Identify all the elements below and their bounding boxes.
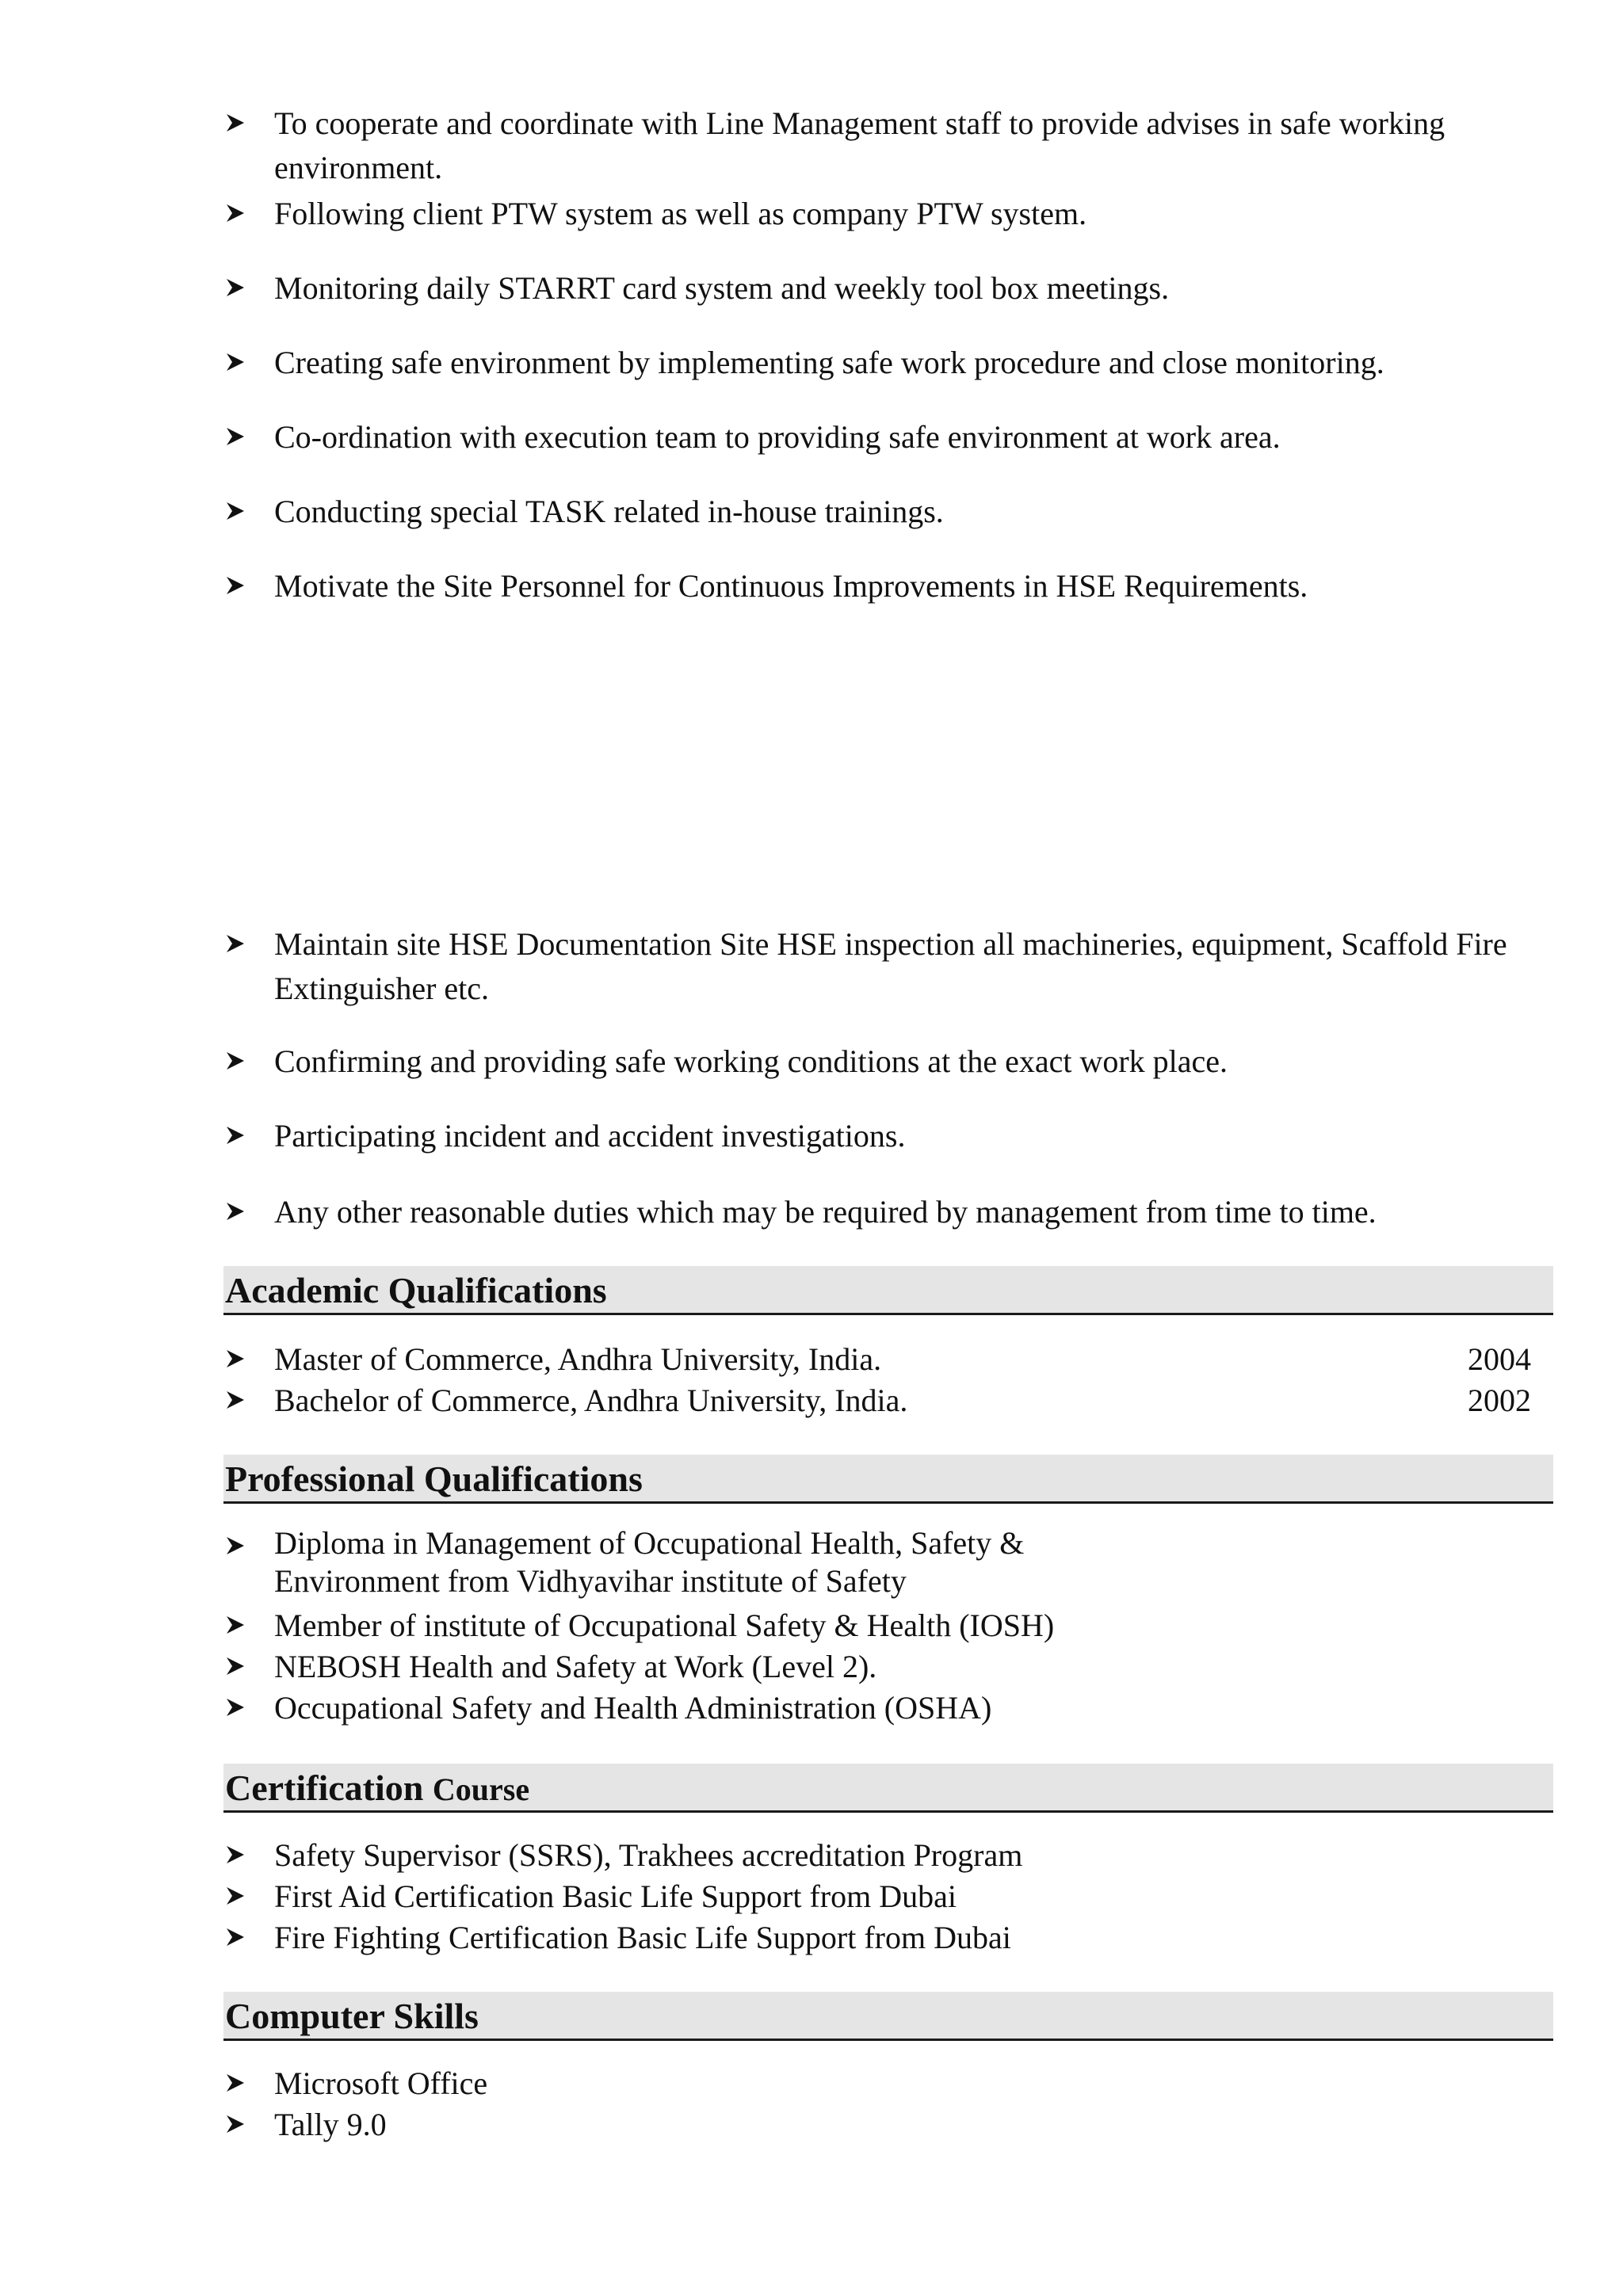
arrow-bullet-icon <box>225 564 257 608</box>
arrow-bullet-icon <box>225 1604 257 1648</box>
arrow-bullet-icon <box>225 415 257 460</box>
professional-item: Occupational Safety and Health Administration (OSHA) <box>225 1686 1525 1730</box>
computer-skill-item: Microsoft Office <box>225 2061 1525 2106</box>
duty-item: Participating incident and accident investigations. <box>225 1114 1525 1158</box>
computer-skill-item: Tally 9.0 <box>225 2103 1525 2147</box>
academic-item: Bachelor of Commerce, Andhra University, India. 2002 <box>225 1379 1531 1423</box>
arrow-bullet-icon <box>225 2103 257 2147</box>
arrow-bullet-icon <box>225 1114 257 1158</box>
duty-item: Monitoring daily STARRT card system and weekly tool box meetings. <box>225 266 1525 311</box>
duty-item: Motivate the Site Personnel for Continuous Improvements in HSE Requirements. <box>225 564 1525 608</box>
arrow-bullet-icon <box>225 1916 257 1960</box>
section-title: Certification <box>225 1768 424 1808</box>
duty-item: To cooperate and coordinate with Line Management staff to provide advises in safe working environment. <box>225 101 1509 190</box>
arrow-bullet-icon <box>225 1379 257 1423</box>
arrow-bullet-icon <box>225 101 257 146</box>
arrow-bullet-icon <box>225 1686 257 1730</box>
arrow-bullet-icon <box>225 922 257 967</box>
arrow-bullet-icon <box>225 1833 257 1878</box>
duty-item: Following client PTW system as well as company PTW system. <box>225 192 1525 236</box>
arrow-bullet-icon <box>225 1645 257 1689</box>
arrow-bullet-icon <box>225 1524 257 1569</box>
arrow-bullet-icon <box>225 1875 257 1919</box>
certification-item: Safety Supervisor (SSRS), Trakhees accreditation Program <box>225 1833 1525 1878</box>
arrow-bullet-icon <box>225 1039 257 1084</box>
arrow-bullet-icon <box>225 1337 257 1382</box>
arrow-bullet-icon <box>225 1190 257 1234</box>
arrow-bullet-icon <box>225 192 257 236</box>
arrow-bullet-icon <box>225 490 257 534</box>
duty-item: Maintain site HSE Documentation Site HSE inspection all machineries, equipment, Scaffold Fire Extinguisher etc. <box>225 922 1509 1011</box>
duty-item: Creating safe environment by implementing safe work procedure and close monitoring. <box>225 341 1525 385</box>
certification-item: Fire Fighting Certification Basic Life Support from Dubai <box>225 1916 1525 1960</box>
certification-item: First Aid Certification Basic Life Support from Dubai <box>225 1875 1525 1919</box>
section-subtitle: Course <box>432 1772 530 1807</box>
year-label: 2004 <box>1468 1341 1531 1377</box>
duty-item: Conducting special TASK related in-house trainings. <box>225 490 1525 534</box>
duty-item: Co-ordination with execution team to providing safe environment at work area. <box>225 415 1525 460</box>
arrow-bullet-icon <box>225 266 257 311</box>
academic-item: Master of Commerce, Andhra University, India. 2004 <box>225 1337 1531 1382</box>
section-heading-computer <box>223 1992 1553 2041</box>
professional-item: Diploma in Management of Occupational Health, Safety & Environment from Vidhyavihar institute of Safety <box>225 1524 1065 1600</box>
section-title: Professional Qualifications <box>225 1459 643 1499</box>
section-title: Computer Skills <box>225 1996 479 2036</box>
section-title: Academic Qualifications <box>225 1270 607 1310</box>
duty-item: Any other reasonable duties which may be required by management from time to time. <box>225 1190 1525 1234</box>
duty-item: Confirming and providing safe working conditions at the exact work place. <box>225 1039 1525 1084</box>
arrow-bullet-icon <box>225 341 257 385</box>
year-label: 2002 <box>1468 1383 1531 1418</box>
section-heading-certification <box>223 1764 1553 1813</box>
section-heading-academic <box>223 1266 1553 1315</box>
professional-item: NEBOSH Health and Safety at Work (Level 2). <box>225 1645 1525 1689</box>
section-heading-professional <box>223 1455 1553 1504</box>
professional-item: Member of institute of Occupational Safety & Health (IOSH) <box>225 1604 1525 1648</box>
arrow-bullet-icon <box>225 2061 257 2106</box>
